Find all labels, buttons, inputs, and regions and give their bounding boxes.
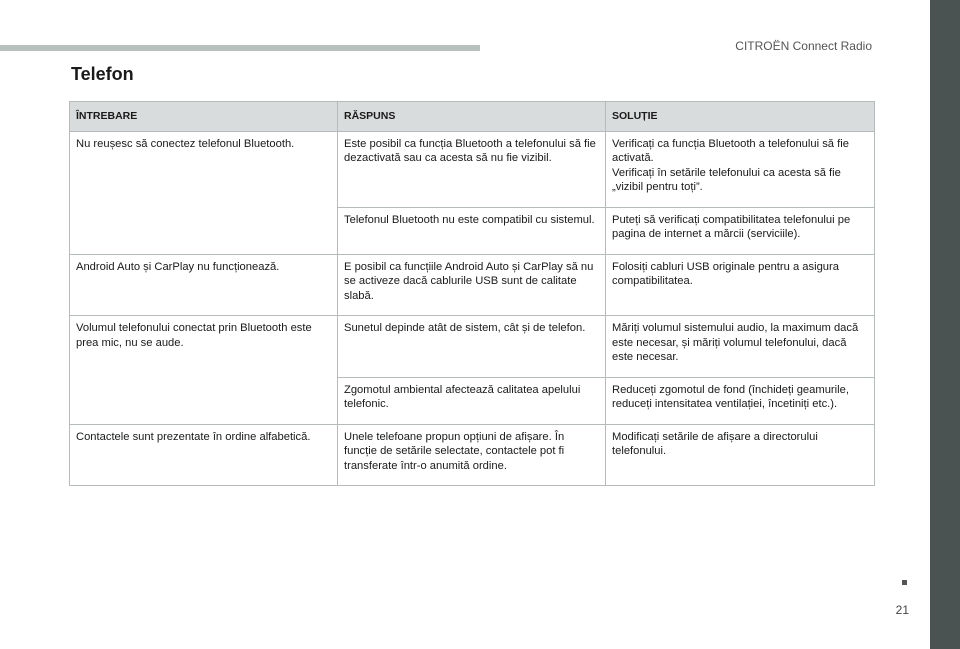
answer-cell: Telefonul Bluetooth nu este compatibil cu sistemul. [338, 207, 606, 254]
answer-cell: Sunetul depinde atât de sistem, cât și de telefon. [338, 316, 606, 378]
table-row [70, 316, 875, 378]
solution-cell: Folosiți cabluri USB originale pentru a asigura compatibilitatea. [606, 254, 875, 316]
solution-cell: Modificați setările de afișare a directorului telefonului. [606, 424, 875, 486]
solution-cell: Verificați ca funcția Bluetooth a telefonului să fie activată. Verificați în setările telefonului ca acesta să fie „vizibil pentru toți”. [606, 131, 875, 207]
table-row [70, 424, 875, 486]
answer-cell: E posibil ca funcțiile Android Auto și CarPlay să nu se activeze dacă cablurile USB sunt de calitate slabă. [338, 254, 606, 316]
column-header-solution: SOLUȚIE [606, 102, 875, 132]
solution-cell: Măriți volumul sistemului audio, la maximum dacă este necesar, și măriți volumul telefonului, dacă este necesar. [606, 316, 875, 378]
faq-table [69, 101, 875, 486]
solution-cell: Puteți să verificați compatibilitatea telefonului pe pagina de internet a mărcii (serviciile). [606, 207, 875, 254]
page-number: 21 [895, 603, 909, 617]
question-cell: Volumul telefonului conectat prin Bluetooth este prea mic, nu se aude. [70, 316, 338, 425]
column-header-question: ÎNTREBARE [70, 102, 338, 132]
question-cell: Nu reușesc să conectez telefonul Bluetooth. [70, 131, 338, 254]
answer-cell: Este posibil ca funcția Bluetooth a telefonului să fie dezactivată sau ca acesta să nu fie vizibil. [338, 131, 606, 207]
table-row [70, 254, 875, 316]
solution-cell: Reduceți zgomotul de fond (închideți geamurile, reduceți intensitatea ventilației, încetiniți etc.). [606, 377, 875, 424]
side-strip [930, 0, 960, 649]
header-brand: CITROËN Connect Radio [735, 39, 872, 53]
table-header-row [70, 102, 875, 132]
answer-cell: Unele telefoane propun opțiuni de afișare. În funcție de setările selectate, contactele pot fi transferate într-o anumită ordine. [338, 424, 606, 486]
header-rule [0, 45, 480, 51]
question-cell: Contactele sunt prezentate în ordine alfabetică. [70, 424, 338, 486]
page-marker-dot [902, 580, 907, 585]
column-header-answer: RĂSPUNS [338, 102, 606, 132]
question-cell: Android Auto și CarPlay nu funcționează. [70, 254, 338, 316]
page-title: Telefon [71, 64, 134, 84]
answer-cell: Zgomotul ambiental afectează calitatea apelului telefonic. [338, 377, 606, 424]
table-row [70, 131, 875, 207]
